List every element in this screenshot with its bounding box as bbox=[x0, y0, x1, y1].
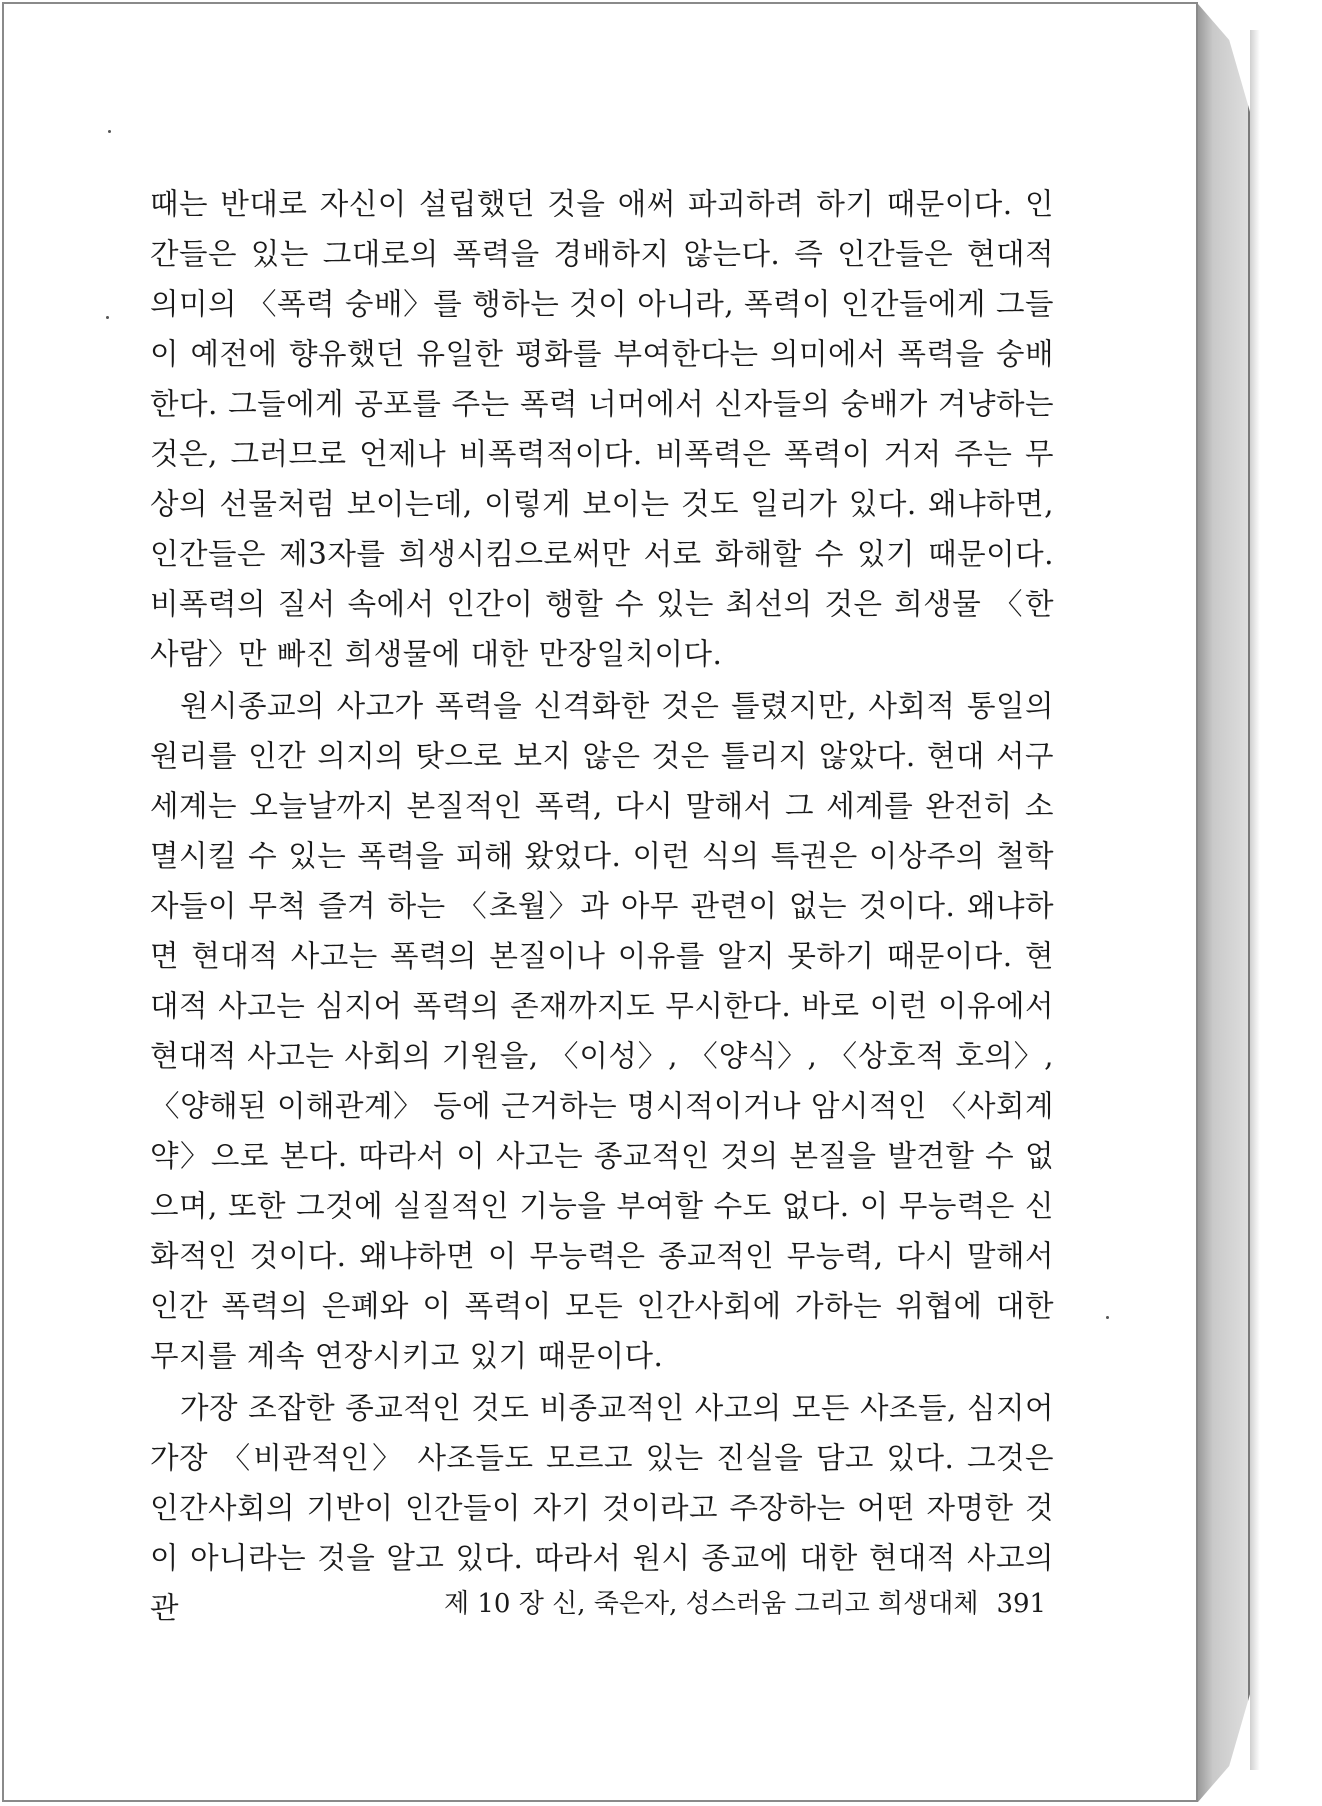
page-number: 391 bbox=[996, 1589, 1047, 1619]
page-shadow bbox=[1250, 30, 1260, 1770]
page-stack-edge bbox=[1198, 4, 1250, 1802]
paragraph-3: 가장 조잡한 종교적인 것도 비종교적인 사고의 모든 사조들, 심지어 가장 〈비관적인〉 사조들도 모르고 있는 진실을 담고 있다. 그것은 인간사회의 기반이 인간들이 자기 것이라고 주장하는 어떤 자명한 것이 아니라는 것을 알고 있다. 따라서 원시 종교에 대한 현대적 사고의 관 bbox=[150, 1391, 1054, 1625]
body-text bbox=[150, 179, 1054, 1633]
paragraph-1: 때는 반대로 자신이 설립했던 것을 애써 파괴하려 하기 때문이다. 인간들은 있는 그대로의 폭력을 경배하지 않는다. 즉 인간들은 현대적 의미의 〈폭력 숭배〉를 행하는 것이 아니라, 폭력이 인간들에게 그들이 예전에 향유했던 유일한 평화를 부여한다는 의미에서 폭력을 숭배한다. 그들에게 공포를 주는 폭력 너머에서 신자들의 숭배가 겨냥하는 것은, 그러므로 언제나 비폭력적이다. 비폭력은 폭력이 거저 주는 무상의 선물처럼 보이는데, 이렇게 보이는 것도 일리가 있다. 왜냐하면, 인간들은 제3자를 희생시킴으로써만 서로 화해할 수 있기 때문이다. 비폭력의 질서 속에서 인간이 행할 수 있는 최선의 것은 희생물 〈한 사람〉만 빠진 희생물에 대한 만장일치이다. bbox=[150, 187, 1054, 671]
scan-speck bbox=[1106, 1316, 1109, 1319]
running-footer: 제 10 장 신, 죽은자, 성스러움 그리고 희생대체 bbox=[444, 1589, 979, 1619]
page-footer bbox=[444, 1584, 1047, 1624]
book-page bbox=[2, 2, 1198, 1802]
scan-speck bbox=[108, 130, 111, 133]
paragraph-2: 원시종교의 사고가 폭력을 신격화한 것은 틀렸지만, 사회적 통일의 원리를 인간 의지의 탓으로 보지 않은 것은 틀리지 않았다. 현대 서구 세계는 오늘날까지 본질적인 폭력, 다시 말해서 그 세계를 완전히 소멸시킬 수 있는 폭력을 피해 왔었다. 이런 식의 특권은 이상주의 철학자들이 무척 즐겨 하는 〈초월〉과 아무 관련이 없는 것이다. 왜냐하면 현대적 사고는 폭력의 본질이나 이유를 알지 못하기 때문이다. 현대적 사고는 심지어 폭력의 존재까지도 무시한다. 바로 이런 이유에서 현대적 사고는 사회의 기원을, 〈이성〉, 〈양식〉, 〈상호적 호의〉, 〈양해된 이해관계〉 등에 근거하는 명시적이거나 암시적인 〈사회계약〉으로 본다. 따라서 이 사고는 종교적인 것의 본질을 발견할 수 없으며, 또한 그것에 실질적인 기능을 부여할 수도 없다. 이 무능력은 신화적인 것이다. 왜냐하면 이 무능력은 종교적인 무능력, 다시 말해서 인간 폭력의 은폐와 이 폭력이 모든 인간사회에 가하는 위협에 대한 무지를 계속 연장시키고 있기 때문이다. bbox=[150, 689, 1054, 1373]
scan-speck bbox=[106, 316, 109, 319]
